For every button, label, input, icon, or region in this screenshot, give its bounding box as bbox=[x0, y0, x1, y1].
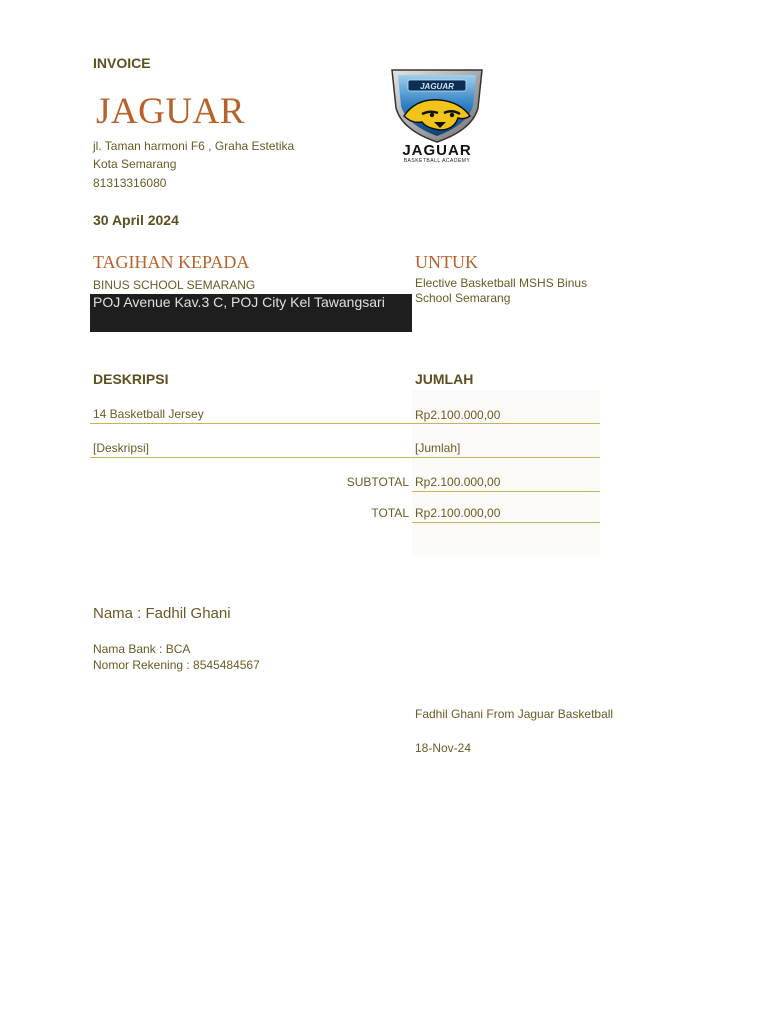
row-1-amount: Rp2.100.000,00 bbox=[415, 408, 501, 422]
bill-to-address: POJ Avenue Kav.3 C, POJ City Kel Tawangsari bbox=[93, 294, 385, 310]
row-2-amount: [Jumlah] bbox=[415, 441, 461, 455]
for-heading: UNTUK bbox=[415, 252, 478, 272]
company-name: JAGUAR bbox=[96, 91, 245, 132]
row-1-description: 14 Basketball Jersey bbox=[93, 407, 204, 421]
svg-text:JAGUAR: JAGUAR bbox=[402, 142, 472, 159]
row-1-divider bbox=[90, 423, 600, 424]
signature-from: Fadhil Ghani From Jaguar Basketball bbox=[415, 707, 614, 721]
total-value: Rp2.100.000,00 bbox=[415, 506, 501, 520]
for-description: Elective Basketball MSHS Binus School Semarang bbox=[415, 276, 588, 305]
payment-account: Nomor Rekening : 8545484567 bbox=[93, 658, 260, 672]
row-2-divider bbox=[90, 457, 600, 458]
amount-column-header: JUMLAH bbox=[415, 371, 474, 387]
payment-bank: Nama Bank : BCA bbox=[93, 642, 191, 656]
company-address-line1: jl. Taman harmoni F6 , Graha Estetika bbox=[93, 139, 295, 153]
svg-text:JAGUAR: JAGUAR bbox=[420, 82, 454, 91]
company-phone: 81313316080 bbox=[93, 176, 167, 190]
jaguar-logo bbox=[378, 64, 496, 164]
payment-name: Nama : Fadhil Ghani bbox=[93, 605, 231, 622]
subtotal-value: Rp2.100.000,00 bbox=[415, 475, 501, 489]
row-2-description: [Deskripsi] bbox=[93, 441, 150, 455]
description-column-header: DESKRIPSI bbox=[93, 371, 169, 387]
signature-date: 18-Nov-24 bbox=[415, 741, 472, 755]
subtotal-divider bbox=[412, 491, 600, 492]
subtotal-label: SUBTOTAL bbox=[346, 475, 409, 489]
bill-to-heading: TAGIHAN KEPADA bbox=[93, 252, 250, 272]
total-label: TOTAL bbox=[371, 506, 409, 520]
company-address-line2: Kota Semarang bbox=[93, 157, 177, 171]
svg-text:BASKETBALL ACADEMY: BASKETBALL ACADEMY bbox=[403, 158, 471, 164]
jaguar-logo-icon bbox=[378, 64, 496, 164]
total-divider bbox=[412, 522, 600, 523]
invoice-date: 30 April 2024 bbox=[93, 212, 179, 228]
invoice-label: INVOICE bbox=[93, 55, 151, 71]
bill-to-name: BINUS SCHOOL SEMARANG bbox=[93, 278, 256, 292]
